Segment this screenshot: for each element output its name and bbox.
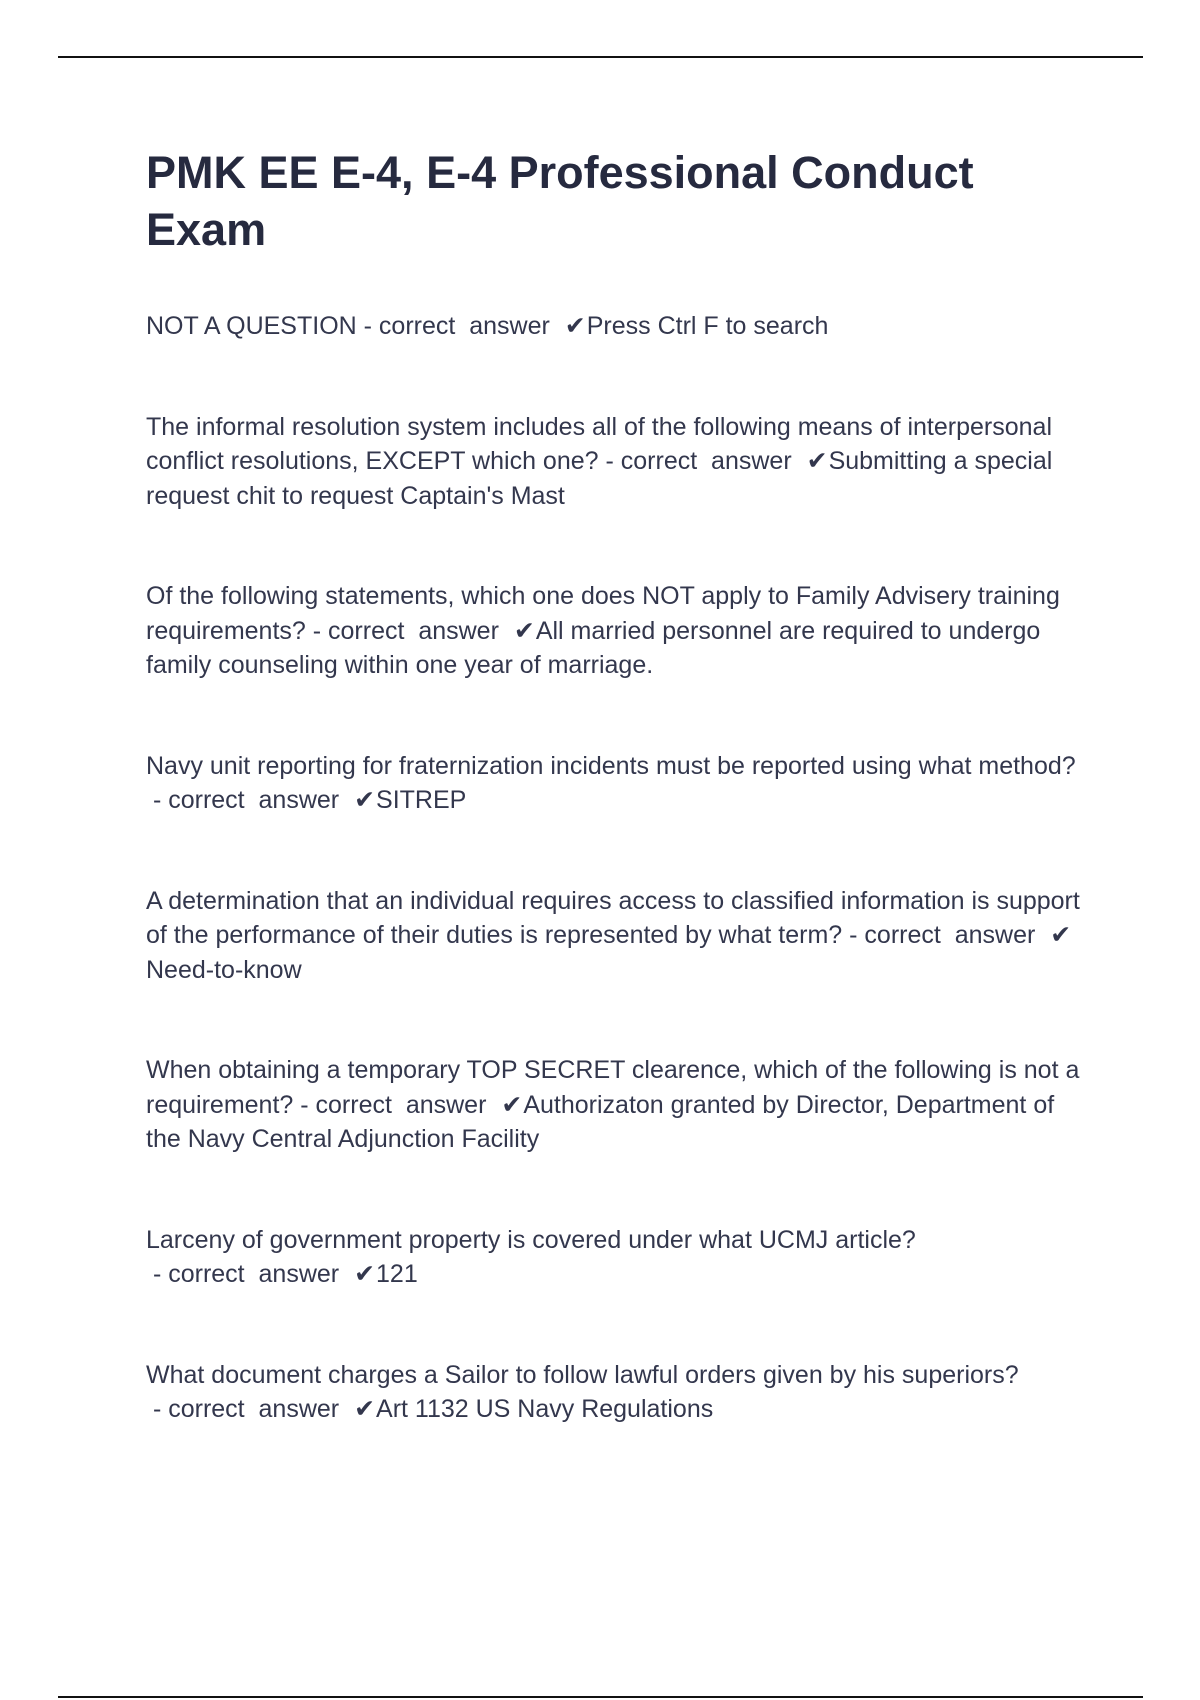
answer-text: Art 1132 US Navy Regulations — [376, 1395, 714, 1423]
document-title: PMK EE E-4, E-4 Professional Conduct Exam — [146, 147, 974, 255]
question-text: The informal resolution system includes all of the following means of interpersonal conflict resolutions, EXCEPT which one? — [146, 412, 1053, 475]
answer-text: Press Ctrl F to search — [586, 312, 829, 340]
top-divider — [58, 56, 1143, 58]
question-text: A determination that an individual requires access to classified information is support of the performance of their duties is represented by what term? — [146, 886, 1080, 949]
question-text: NOT A QUESTION — [146, 312, 357, 340]
qa-item — [146, 1053, 1086, 1157]
qa-item — [146, 579, 1086, 683]
answer-separator: - correct answer — [146, 1395, 347, 1423]
checkmark-icon: ✔ — [354, 786, 376, 814]
qa-list — [146, 309, 1086, 1427]
answer-text: Submitting a special request chit to request Captain's Mast — [146, 447, 1053, 510]
answer-separator: - correct answer — [356, 312, 557, 340]
question-text: Of the following statements, which one does NOT apply to Family Advisery training requirements? — [146, 582, 1060, 645]
checkmark-icon: ✔ — [501, 1090, 523, 1119]
answer-text: Authorizaton granted by Director, Department of the Navy Central Adjunction Facility — [146, 1090, 1055, 1153]
question-text: What document charges a Sailor to follow lawful orders given by his superiors? — [146, 1360, 1019, 1389]
qa-item — [146, 884, 1086, 988]
answer-separator: - correct answer — [842, 921, 1043, 949]
document-body — [146, 144, 1086, 1493]
question-text: Larceny of government property is covered under what UCMJ article? — [146, 1225, 916, 1254]
checkmark-icon: ✔ — [1050, 921, 1072, 949]
answer-separator: - correct answer — [146, 786, 347, 814]
qa-item — [146, 1223, 1086, 1292]
checkmark-icon: ✔ — [806, 447, 828, 475]
qa-item — [146, 749, 1086, 818]
question-text: When obtaining a temporary TOP SECRET clearence, which of the following is not a requirement? — [146, 1056, 1080, 1119]
answer-text: 121 — [376, 1260, 418, 1288]
bottom-divider — [58, 1696, 1143, 1698]
qa-item — [146, 309, 1086, 344]
checkmark-icon: ✔ — [513, 616, 535, 645]
answer-separator: - correct answer — [305, 616, 506, 645]
answer-separator: - correct answer — [293, 1090, 494, 1119]
checkmark-icon: ✔ — [564, 312, 586, 340]
answer-separator: - correct answer — [598, 447, 799, 475]
answer-separator: - correct answer — [146, 1260, 347, 1288]
checkmark-icon: ✔ — [354, 1260, 376, 1288]
qa-item — [146, 410, 1086, 514]
answer-text: All married personnel are required to undergo family counseling within one year of marriage. — [146, 616, 1041, 679]
question-text: Navy unit reporting for fraternization incidents must be reported using what method? — [146, 751, 1076, 780]
qa-item — [146, 1358, 1086, 1427]
answer-text: SITREP — [376, 786, 467, 814]
checkmark-icon: ✔ — [354, 1395, 376, 1423]
answer-text: Need-to-know — [146, 955, 302, 984]
